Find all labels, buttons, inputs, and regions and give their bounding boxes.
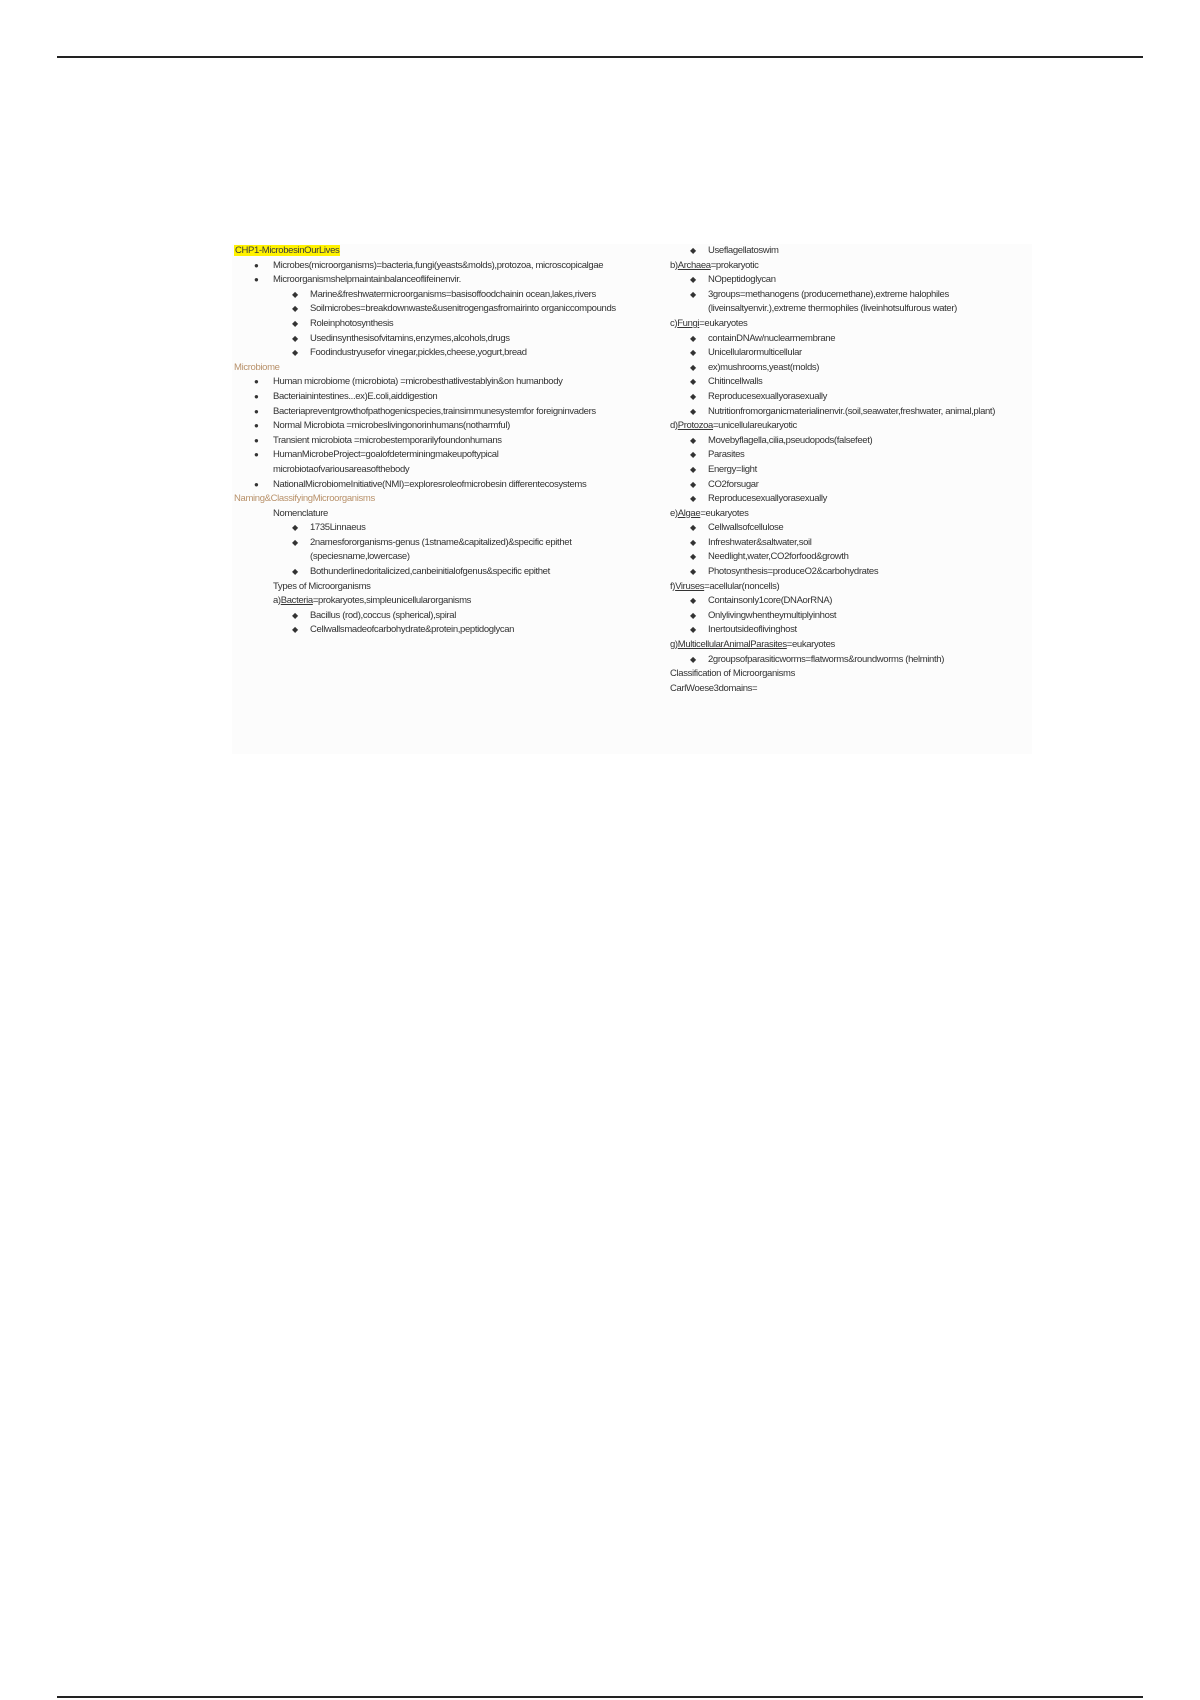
chapter-title: CHP1-MicrobesinOurLives	[235, 245, 340, 256]
bullet-item	[234, 375, 624, 390]
underlined-term: Protozoa	[677, 420, 713, 432]
bullet-item	[670, 273, 1032, 288]
line-text: Microorganismshelpmaintainbalanceoflifeinenvir.	[273, 274, 461, 286]
line-text: ex)mushrooms,yeast(molds)	[708, 361, 820, 373]
diamond-bullet-icon: ◆	[690, 654, 696, 664]
diamond-bullet-icon: ◆	[292, 567, 298, 577]
diamond-bullet-icon: ◆	[690, 406, 696, 416]
line-text: 3groups=methanogens (producemethane),extreme halophiles (liveinsaltyenvir.),extreme thermophiles (liveinhotsulfurous water)	[708, 288, 957, 315]
disc-bullet-icon: ●	[254, 450, 259, 460]
line-text: Chitincellwalls	[708, 376, 763, 388]
line-text: Energy=light	[708, 463, 757, 475]
diamond-bullet-icon: ◆	[690, 610, 696, 620]
disc-bullet-icon: ●	[254, 391, 259, 401]
line-text: Usedinsynthesisofvitamins,enzymes,alcohols,drugs	[310, 332, 510, 344]
bullet-item	[234, 288, 624, 303]
note-line	[234, 580, 624, 595]
line-text: Nomenclature	[273, 507, 328, 519]
line-text: NationalMicrobiomeInitiative(NMI)=exploresroleofmicrobesin differentecosystems	[273, 478, 587, 490]
diamond-bullet-icon: ◆	[292, 348, 298, 358]
disc-bullet-icon: ●	[254, 479, 259, 489]
line-text: Inertoutsideoflivinghost	[708, 624, 797, 636]
diamond-bullet-icon: ◆	[690, 552, 696, 562]
line-text: Soilmicrobes=breakdownwaste&usenitrogengasfromairinto organiccompounds	[310, 303, 616, 315]
list-letter: e)	[670, 507, 678, 519]
notes-left-column	[234, 244, 624, 638]
diamond-bullet-icon: ◆	[292, 537, 298, 547]
line-text: Bacteriainintestines...ex)E.coli,aiddigestion	[273, 390, 438, 402]
note-line	[234, 244, 624, 259]
bullet-item	[234, 390, 624, 405]
line-text: Cellwallsmadeofcarbohydrate&protein,peptidoglycan	[310, 624, 515, 636]
list-letter: b)	[670, 259, 678, 271]
bullet-item	[670, 375, 1032, 390]
diamond-bullet-icon: ◆	[690, 377, 696, 387]
line-text: Marine&freshwatermicroorganisms=basisoffoodchainin ocean,lakes,rivers	[310, 288, 596, 300]
bullet-item	[234, 332, 624, 347]
underlined-term: Viruses	[675, 580, 705, 592]
underlined-term: Bacteria	[280, 595, 313, 607]
line-text: NOpeptidoglycan	[708, 274, 776, 286]
note-line	[234, 594, 624, 609]
note-line	[234, 507, 624, 522]
disc-bullet-icon: ●	[254, 260, 259, 270]
diamond-bullet-icon: ◆	[292, 523, 298, 533]
line-text: Bacteriapreventgrowthofpathogenicspecies,trainsimmunesystemfor foreigninvaders	[273, 405, 596, 417]
disc-bullet-icon: ●	[254, 435, 259, 445]
bullet-item	[670, 448, 1032, 463]
line-text: Roleinphotosynthesis	[310, 317, 394, 329]
bullet-item	[234, 259, 624, 274]
diamond-bullet-icon: ◆	[690, 348, 696, 358]
diamond-bullet-icon: ◆	[292, 625, 298, 635]
bullet-item	[234, 419, 624, 434]
line-text: Human microbiome (microbiota) =microbesthatlivestablyin&on humanbody	[273, 376, 563, 388]
line-text: 1735Linnaeus	[310, 522, 366, 534]
diamond-bullet-icon: ◆	[292, 333, 298, 343]
underlined-term: Archaea	[677, 259, 711, 271]
diamond-bullet-icon: ◆	[690, 567, 696, 577]
bullet-item	[670, 550, 1032, 565]
line-text: Infreshwater&saltwater,soil	[708, 536, 812, 548]
diamond-bullet-icon: ◆	[690, 537, 696, 547]
diamond-bullet-icon: ◆	[690, 494, 696, 504]
section-heading: Microbiome	[234, 361, 280, 373]
disc-bullet-icon: ●	[254, 377, 259, 387]
diamond-bullet-icon: ◆	[690, 362, 696, 372]
bullet-item	[234, 317, 624, 332]
underlined-term: MulticellularAnimalParasites	[677, 639, 787, 651]
bullet-item	[670, 536, 1032, 551]
bullet-item	[234, 448, 624, 477]
list-letter: a)	[273, 595, 281, 607]
line-text: =eukaryotes	[699, 317, 748, 329]
line-text: HumanMicrobeProject=goalofdeterminingmakeupoftypical microbiotaofvariousareasofthebody	[273, 449, 499, 475]
bullet-item	[670, 346, 1032, 361]
note-line	[670, 507, 1032, 522]
bullet-item	[670, 361, 1032, 376]
note-line	[234, 361, 624, 376]
list-letter: d)	[670, 420, 678, 432]
line-text: Onlylivingwhentheymultiplyinhost	[708, 609, 837, 621]
diamond-bullet-icon: ◆	[690, 333, 696, 343]
list-letter: c)	[670, 317, 678, 329]
notes-right-column	[670, 244, 1032, 696]
line-text: =eukaryotes	[700, 507, 749, 519]
line-text: containDNAw/nuclearmembrane	[708, 332, 836, 344]
bullet-item	[234, 536, 624, 565]
line-text: Containsonly1core(DNAorRNA)	[708, 595, 833, 607]
line-text: Reproducesexuallyorasexually	[708, 390, 828, 402]
bullet-item	[234, 405, 624, 420]
bullet-item	[234, 478, 624, 493]
note-line	[670, 580, 1032, 595]
line-text: Parasites	[708, 449, 745, 461]
line-text: Unicellularormulticellular	[708, 347, 802, 359]
line-text: Cellwallsofcellulose	[708, 522, 784, 534]
line-text: CO2forsugar	[708, 478, 759, 490]
list-letter: f)	[670, 580, 676, 592]
diamond-bullet-icon: ◆	[690, 625, 696, 635]
note-line	[670, 638, 1032, 653]
section-heading: Naming&ClassifyingMicroorganisms	[234, 493, 375, 505]
note-line	[670, 317, 1032, 332]
diamond-bullet-icon: ◆	[292, 289, 298, 299]
line-text: Needlight,water,CO2forfood&growth	[708, 551, 849, 563]
bullet-item	[670, 492, 1032, 507]
line-text: Classification of Microorganisms	[670, 668, 796, 680]
line-text: Foodindustryusefor vinegar,pickles,cheese,yogurt,bread	[310, 347, 527, 359]
line-text: =eukaryotes	[786, 639, 835, 651]
line-text: Transient microbiota =microbestemporarilyfoundonhumans	[273, 434, 502, 446]
bullet-item	[670, 434, 1032, 449]
bullet-item	[234, 346, 624, 361]
bullet-item	[234, 623, 624, 638]
line-text: Photosynthesis=produceO2&carbohydrates	[708, 566, 879, 578]
diamond-bullet-icon: ◆	[690, 523, 696, 533]
line-text: Bacillus (rod),coccus (spherical),spiral	[310, 609, 456, 621]
bullet-item	[234, 609, 624, 624]
bullet-item	[670, 463, 1032, 478]
line-text: Normal Microbiota =microbeslivingonorinhumans(notharmful)	[273, 420, 510, 432]
line-text: Useflagellatoswim	[708, 245, 779, 256]
underlined-term: Fungi	[677, 317, 700, 329]
note-line	[670, 259, 1032, 274]
diamond-bullet-icon: ◆	[690, 275, 696, 285]
bullet-item	[670, 521, 1032, 536]
notes-page-content	[232, 244, 1032, 754]
disc-bullet-icon: ●	[254, 421, 259, 431]
diamond-bullet-icon: ◆	[690, 435, 696, 445]
bullet-item	[670, 390, 1032, 405]
diamond-bullet-icon: ◆	[690, 391, 696, 401]
diamond-bullet-icon: ◆	[690, 464, 696, 474]
note-line	[670, 419, 1032, 434]
bullet-item	[670, 244, 1032, 259]
diamond-bullet-icon: ◆	[690, 479, 696, 489]
line-text: CarlWoese3domains=	[670, 682, 758, 694]
list-letter: g)	[670, 639, 678, 651]
line-text: Nutritionfromorganicmaterialinenvir.(soil,seawater,freshwater, animal,plant)	[708, 405, 996, 417]
bullet-item	[670, 653, 1032, 668]
bullet-item	[670, 609, 1032, 624]
bullet-item	[670, 478, 1032, 493]
page-top-rule	[57, 56, 1143, 58]
bullet-item	[234, 273, 624, 288]
diamond-bullet-icon: ◆	[690, 596, 696, 606]
line-text: 2groupsofparasiticworms=flatworms&roundworms (helminth)	[708, 653, 945, 665]
bullet-item	[234, 521, 624, 536]
diamond-bullet-icon: ◆	[292, 318, 298, 328]
note-line	[670, 667, 1032, 682]
line-text: Types of Microorganisms	[273, 580, 371, 592]
line-text: =prokaryotes,simpleunicellularorganisms	[312, 595, 472, 607]
line-text: Microbes(microorganisms)=bacteria,fungi(yeasts&molds),protozoa, microscopicalgae	[273, 259, 604, 271]
bullet-item	[670, 288, 1032, 317]
line-text: =acellular(noncells)	[704, 580, 780, 592]
bullet-item	[670, 332, 1032, 347]
bullet-item	[234, 565, 624, 580]
line-text: Reproducesexuallyorasexually	[708, 493, 828, 505]
bullet-item	[670, 405, 1032, 420]
line-text: =unicellulareukaryotic	[712, 420, 797, 432]
line-text: 2namesfororganisms-genus (1stname&capitalized)&specific epithet (speciesname,lowercase)	[310, 536, 572, 563]
bullet-item	[234, 434, 624, 449]
bullet-item	[670, 565, 1032, 580]
disc-bullet-icon: ●	[254, 275, 259, 285]
note-line	[670, 682, 1032, 697]
bullet-item	[670, 594, 1032, 609]
disc-bullet-icon: ●	[254, 406, 259, 416]
bullet-item	[670, 623, 1032, 638]
line-text: =prokaryotic	[710, 259, 759, 271]
line-text: Bothunderlinedoritalicized,canbeinitialofgenus&specific epithet	[310, 566, 550, 578]
diamond-bullet-icon: ◆	[292, 610, 298, 620]
underlined-term: Algae	[677, 507, 701, 519]
note-line	[234, 492, 624, 507]
diamond-bullet-icon: ◆	[690, 450, 696, 460]
bullet-item	[234, 302, 624, 317]
page-bottom-rule	[57, 1696, 1143, 1698]
line-text: Movebyflagella,cilia,pseudopods(falsefeet)	[708, 434, 873, 446]
diamond-bullet-icon: ◆	[292, 304, 298, 314]
diamond-bullet-icon: ◆	[690, 289, 696, 299]
diamond-bullet-icon: ◆	[690, 246, 696, 255]
